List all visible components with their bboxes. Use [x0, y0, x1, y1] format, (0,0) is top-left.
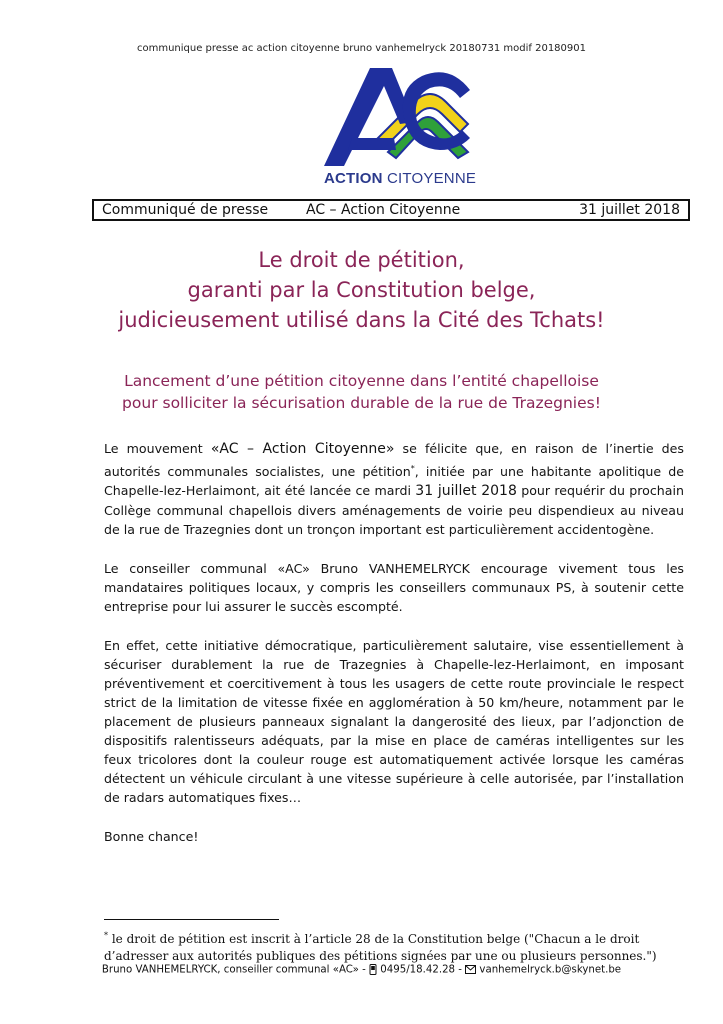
- phone-icon: [369, 964, 377, 975]
- p1-text-f: pour requérir du prochain Collège communal chapellois divers aménagements de voirie peu dispendieux au niveau de la rue de Trazegnies dont un tronçon important est particulièrement accidentogène.: [104, 483, 684, 538]
- footer-phone: 0495/18.42.28 -: [377, 964, 466, 976]
- p1-text-a: Le mouvement: [104, 441, 211, 456]
- paragraph-1: [104, 439, 684, 539]
- footer-author: Bruno VANHEMELRYCK, conseiller communal «AC» -: [101, 964, 370, 976]
- footnote-ref: *: [410, 464, 415, 473]
- footer-contact: [0, 964, 723, 976]
- footnote-divider: [104, 919, 279, 920]
- subtitle: [0, 370, 723, 414]
- brand-name: [300, 170, 500, 187]
- header-box: [92, 199, 690, 221]
- title-line-2: garanti par la Constitution belge,: [187, 278, 536, 302]
- p1-date: 31 juillet 2018: [415, 483, 517, 500]
- p1-text-c: se félicite que, en raison de l’inertie des autorités communales socialistes, une pétition: [104, 441, 684, 480]
- release-date: 31 juillet 2018: [579, 202, 680, 218]
- paragraph-2: Le conseiller communal «AC» Bruno VANHEMELRYCK encourage vivement tous les mandataires politiques locaux, y compris les conseillers communaux PS, à soutenir cette entreprise pour lui assurer le succès escompté.: [104, 561, 684, 614]
- title-line-1: Le droit de pétition,: [258, 248, 465, 272]
- ac-logo: [318, 62, 478, 174]
- footer-email[interactable]: vanhemelryck.b@skynet.be: [476, 964, 622, 976]
- footnote-text: le droit de pétition est inscrit à l’article 28 de la Constitution belge ("Chacun a le droit d’adresser aux autorités publiques des pétitions signées par une ou plusieurs personnes."): [104, 932, 657, 963]
- subtitle-line-1: Lancement d’une pétition citoyenne dans l’entité chapelloise: [124, 372, 599, 390]
- title-line-3: judicieusement utilisé dans la Cité des Tchats!: [118, 308, 605, 332]
- press-release-label: Communiqué de presse: [102, 202, 269, 218]
- brand-name-rest: CITOYENNE: [387, 170, 477, 187]
- page-title: [0, 245, 723, 335]
- envelope-icon: [465, 965, 476, 974]
- document-reference-line: communique presse ac action citoyenne bruno vanhemelryck 20180731 modif 20180901: [136, 43, 586, 54]
- organisation-label: AC – Action Citoyenne: [306, 202, 461, 218]
- paragraph-3: En effet, cette initiative démocratique, particulièrement salutaire, vise essentiellement à sécuriser durablement la rue de Trazegnies à Chapelle-lez-Herlaimont, en imposant préventivement et coercitivement à tous les usagers de cette route provinciale le respect strict de la limitation de vitesse fixée en agglomération à 50 km/heure, notamment par le placement de plusieurs panneaux signalant la dangerosité des lieux, par l’adjonction de dispositifs ralentisseurs adéquats, par la mise en place de caméras intelligentes sur les feux tricolores dont la couleur rouge est automatiquement activée lorsque les caméras détectent un véhicule circulant à une vitesse supérieure à celle autorisée, par l’installation de radars automatiques fixes…: [104, 638, 684, 805]
- paragraph-4: Bonne chance!: [104, 829, 199, 844]
- subtitle-line-2: pour solliciter la sécurisation durable de la rue de Trazegnies!: [122, 394, 601, 412]
- footnote-mark: *: [104, 931, 108, 940]
- p1-movement-name: «AC – Action Citoyenne»: [210, 441, 395, 457]
- brand-name-bold: ACTION: [323, 170, 383, 187]
- p1-text-d: , initiée par une habitante apolitique de Chapelle-lez-Herlaimont, ait été lancée ce mardi: [104, 464, 684, 499]
- footnote: [104, 927, 679, 965]
